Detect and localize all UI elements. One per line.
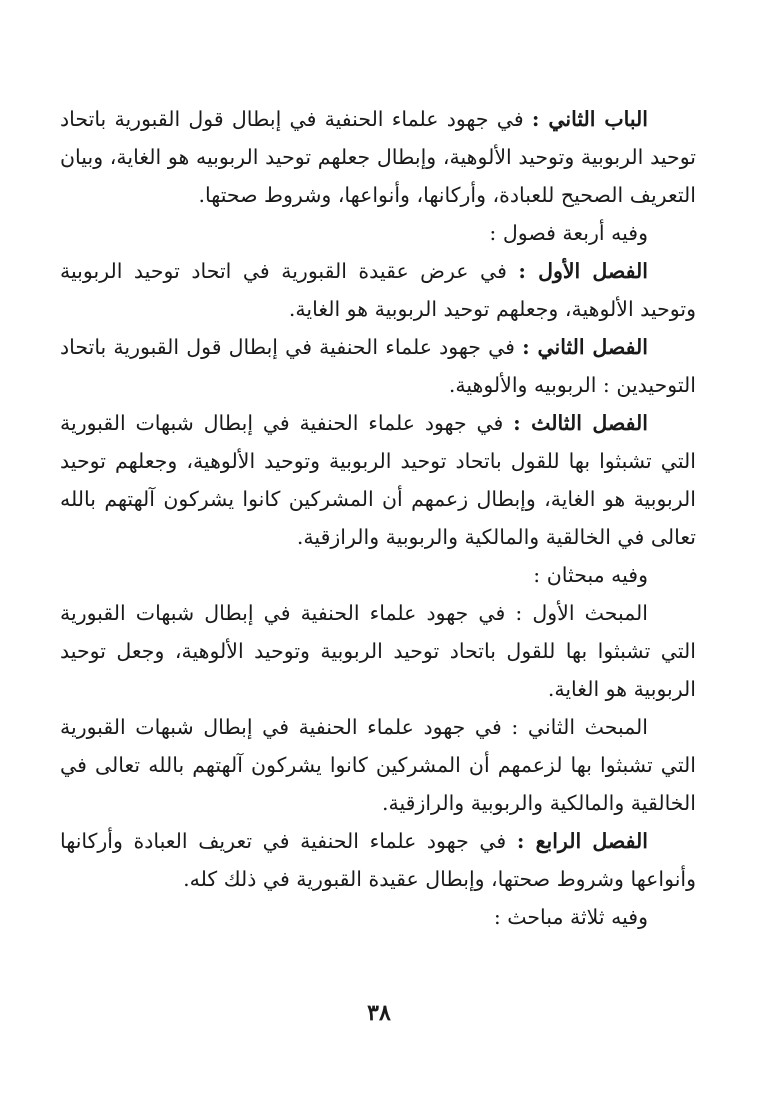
paragraph-text: المبحث الثاني : في جهود علماء الحنفية في إبطال شبهات القبورية التي تشبثوا بها لزعمهم أن المشركين كانوا يشركون آلهتهم بالله تعالى في الخالقية والمالكية والربوبية والرازقية. — [60, 715, 696, 815]
paragraph-text: وفيه ثلاثة مباحث : — [493, 905, 648, 929]
paragraph-fasl-4 — [60, 822, 696, 898]
paragraph-text: المبحث الأول : في جهود علماء الحنفية في إبطال شبهات القبورية التي تشبثوا بها للقول باتحاد توحيد الربوبية وتوحيد الألوهية، وجعل توحيد الربوبية هو الغاية. — [60, 601, 696, 701]
paragraph-heading: الفصل الأول : — [518, 259, 648, 283]
paragraph-mabhath-1 — [60, 594, 696, 708]
paragraph-text: وفيه مبحثان : — [533, 563, 648, 587]
paragraph-text: في جهود علماء الحنفية في تعريف العبادة وأركانها وأنواعها وشروط صحتها، وإبطال عقيدة القبورية في ذلك كله. — [60, 829, 696, 891]
paragraph-text: في جهود علماء الحنفية في إبطال قول القبورية باتحاد توحيد الربوبية وتوحيد الألوهية، وإبطال جعلهم توحيد الربوبيه هو الغاية، وبيان التعريف الصحيح للعبادة، وأركانها، وأنواعها، وشروط صحتها. — [60, 107, 696, 207]
paragraph-bab-2 — [60, 100, 696, 214]
paragraph-heading: الباب الثاني : — [531, 107, 649, 131]
paragraph-sections-intro — [60, 214, 696, 252]
paragraph-heading: الفصل الثاني : — [522, 335, 648, 359]
paragraph-fasl-2 — [60, 328, 696, 404]
paragraph-text: في جهود علماء الحنفية في إبطال قول القبورية باتحاد التوحيدين : الربوبيه والألوهية. — [60, 335, 696, 397]
paragraph-mabahith-intro — [60, 898, 696, 936]
paragraph-fasl-3 — [60, 404, 696, 556]
document-body — [60, 100, 696, 936]
paragraph-text: في جهود علماء الحنفية في إبطال شبهات القبورية التي تشبثوا بها للقول باتحاد توحيد الربوبية وتوحيد الألوهية، وجعلهم توحيد الربوبية هو الغاية، وإبطال زعمهم أن المشركين كانوا يشركون آلهتهم بالله تعالى في الخالقية والمالكية والربوبية والرازقية. — [60, 411, 696, 549]
page-number: ٣٨ — [367, 1000, 391, 1026]
paragraph-text: وفيه أربعة فصول : — [489, 221, 648, 245]
paragraph-text: في عرض عقيدة القبورية في اتحاد توحيد الربوبية وتوحيد الألوهية، وجعلهم توحيد الربوبية هو الغاية. — [60, 259, 696, 321]
paragraph-mabhath-intro — [60, 556, 696, 594]
paragraph-fasl-1 — [60, 252, 696, 328]
paragraph-heading: الفصل الثالث : — [513, 411, 648, 435]
paragraph-heading: الفصل الرابع : — [516, 829, 648, 853]
paragraph-mabhath-2 — [60, 708, 696, 822]
